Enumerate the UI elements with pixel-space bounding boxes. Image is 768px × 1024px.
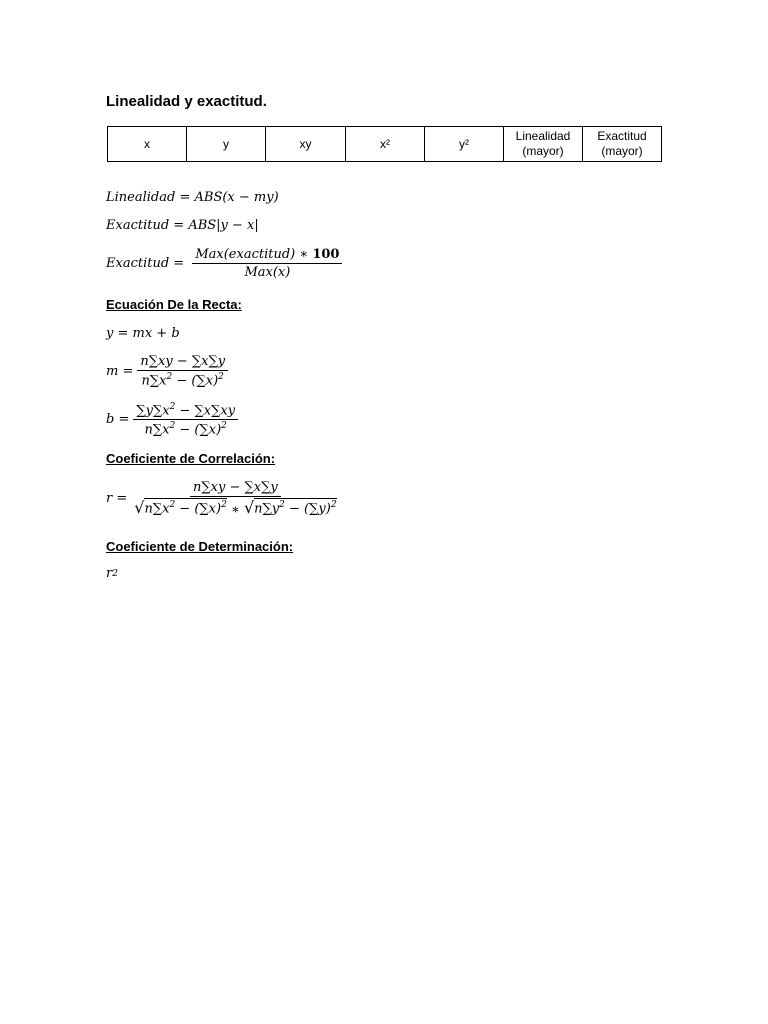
intercept-formula xyxy=(106,402,238,438)
exponent: 2 xyxy=(279,500,285,510)
radicand-part: n∑y xyxy=(254,501,280,517)
radicand-part: n∑x xyxy=(144,501,170,517)
radical-sign-icon: √ xyxy=(134,498,145,518)
table-header-cell: y xyxy=(187,127,266,162)
formula-rhs: ABS(x − my) xyxy=(194,190,279,205)
square-root xyxy=(134,498,227,516)
equals-sign: = xyxy=(169,256,189,271)
formula-lhs: b = xyxy=(106,412,130,428)
table-header-cell: y² xyxy=(425,127,504,162)
fraction-denominator xyxy=(139,371,227,388)
exponent: 2 xyxy=(169,500,176,510)
fraction-denominator xyxy=(131,497,339,517)
equals-sign: = xyxy=(169,218,189,233)
section-heading-correlacion: Coeficiente de Correlación: xyxy=(106,451,276,466)
denominator-part: n∑x xyxy=(141,373,167,389)
slope-formula xyxy=(106,354,228,388)
formula-rhs: ABS|y − x| xyxy=(188,218,259,233)
table-header-cell: Linealidad (mayor) xyxy=(504,127,583,162)
times-operator: ∗ xyxy=(226,502,244,518)
denominator-part: − (∑x) xyxy=(172,373,219,389)
fraction-denominator: Max(x) xyxy=(244,265,291,280)
exponent: 2 xyxy=(330,500,337,510)
equals-sign: = xyxy=(175,190,195,205)
numerator-constant: 100 xyxy=(312,247,340,262)
exactitud-abs-formula xyxy=(106,218,259,233)
denominator-part: − (∑x) xyxy=(175,422,222,438)
exponent: 2 xyxy=(221,500,227,510)
fraction xyxy=(131,480,339,517)
fraction-numerator xyxy=(133,402,238,420)
fraction-numerator xyxy=(192,247,342,264)
fraction xyxy=(133,402,238,438)
table-header-cell: x² xyxy=(346,127,425,162)
page-title: Linealidad y exactitud. xyxy=(106,93,267,110)
exponent: 2 xyxy=(166,372,173,382)
fraction xyxy=(137,354,228,388)
denominator-part: n∑x xyxy=(144,422,170,438)
determination-formula xyxy=(106,566,118,581)
formula-base: r xyxy=(106,566,113,581)
radical-sign-icon: √ xyxy=(243,498,255,518)
exponent: 2 xyxy=(221,421,227,432)
table-header-cell: xy xyxy=(266,127,346,162)
numerator-part: − ∑x∑xy xyxy=(175,403,236,419)
exponent: 2 xyxy=(218,372,224,382)
exponent: 2 xyxy=(112,568,118,579)
square-root xyxy=(244,498,337,516)
recta-equation: y = mx + b xyxy=(106,326,180,341)
exponent: 2 xyxy=(169,421,176,432)
exponent: 2 xyxy=(169,402,176,412)
table-header-row xyxy=(108,127,662,162)
radicand xyxy=(254,498,336,516)
fraction-numerator: n∑xy − ∑x∑y xyxy=(137,354,228,371)
formula-lhs: m = xyxy=(106,363,134,379)
formula-lhs: Exactitud xyxy=(106,218,170,233)
radicand-part: − (∑x) xyxy=(175,501,222,517)
correlation-formula xyxy=(106,480,340,517)
fraction-denominator xyxy=(142,420,230,437)
table-header-cell: x xyxy=(108,127,187,162)
formula-lhs: Linealidad xyxy=(106,190,176,205)
table-header-cell: Exactitud (mayor) xyxy=(583,127,662,162)
fraction xyxy=(192,247,342,280)
section-heading-determinacion: Coeficiente de Determinación: xyxy=(106,539,294,554)
header-table xyxy=(107,126,662,162)
formula-lhs: Exactitud xyxy=(106,256,170,271)
linealidad-formula xyxy=(106,190,279,205)
formula-lhs: r = xyxy=(106,491,128,507)
numerator-part: ∑y∑x xyxy=(136,403,170,419)
section-heading-recta: Ecuación De la Recta: xyxy=(106,297,242,312)
exactitud-percent-formula xyxy=(106,247,342,280)
radicand xyxy=(144,498,226,516)
fraction-numerator: n∑xy − ∑x∑y xyxy=(190,480,281,497)
numerator-text: Max(exactitud) ∗ xyxy=(195,247,313,262)
radicand-part: − (∑y) xyxy=(284,501,331,517)
